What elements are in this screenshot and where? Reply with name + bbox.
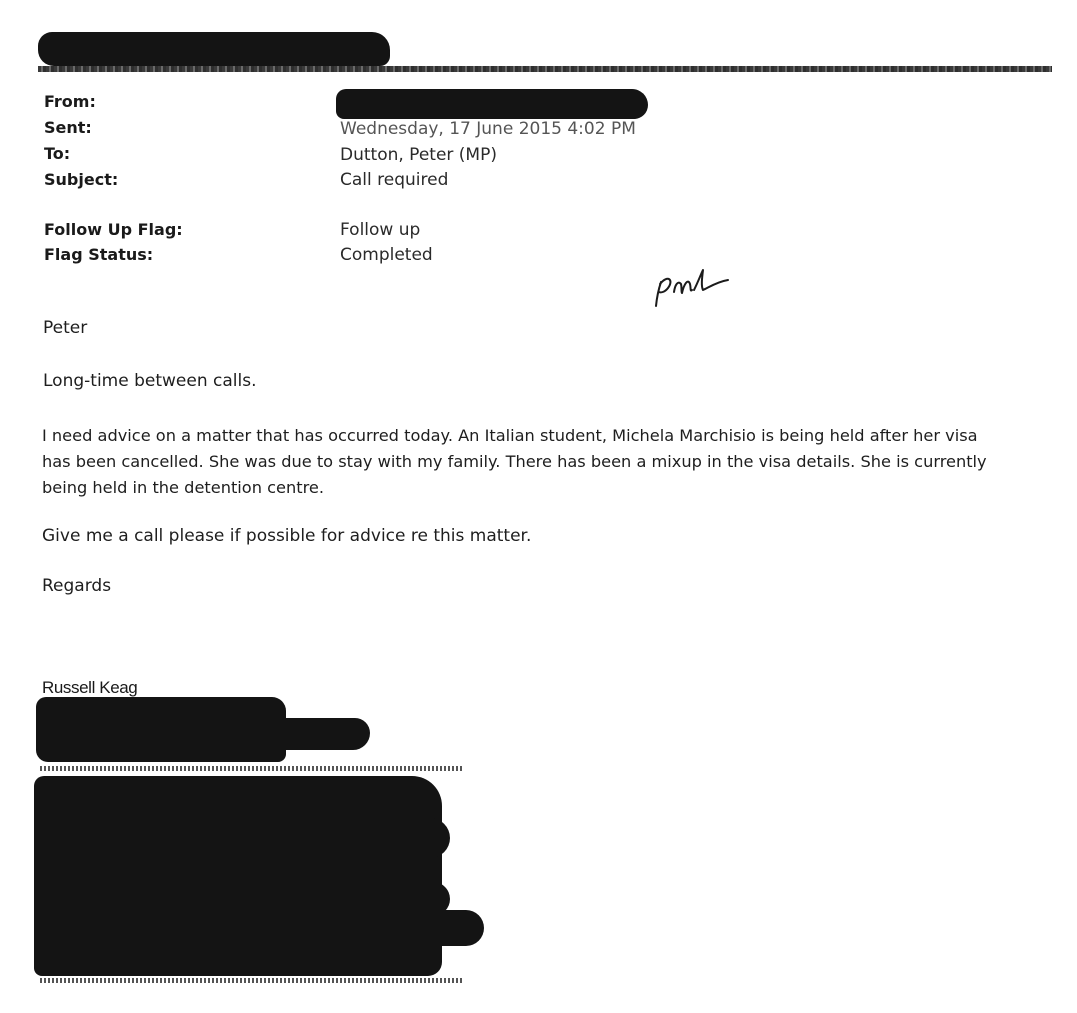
body-paragraph-line-2: has been cancelled. She was due to stay with my family. There has been a mixup in the visa details. She is currently bbox=[42, 452, 987, 471]
body-line-1: Long-time between calls. bbox=[43, 371, 257, 391]
redaction-from-value bbox=[336, 89, 648, 119]
subject-value: Call required bbox=[340, 170, 449, 190]
redaction-signature-block bbox=[36, 697, 286, 762]
redaction-signature-tail bbox=[270, 718, 370, 750]
header-divider bbox=[38, 66, 1052, 72]
follow-up-flag-label: Follow Up Flag: bbox=[44, 220, 183, 239]
closing: Regards bbox=[42, 576, 112, 596]
separator-top bbox=[40, 766, 462, 771]
follow-up-flag-value: Follow up bbox=[340, 220, 421, 240]
to-label: To: bbox=[44, 144, 71, 163]
body-paragraph-line-1: I need advice on a matter that has occurred today. An Italian student, Michela Marchisio is being held after her visa bbox=[42, 426, 978, 445]
handwritten-initials bbox=[648, 266, 738, 312]
redaction-disclaimer-tab-3 bbox=[420, 910, 484, 946]
body-paragraph-line-3: being held in the detention centre. bbox=[42, 478, 324, 497]
redaction-title bbox=[38, 32, 390, 66]
greeting: Peter bbox=[43, 318, 88, 338]
flag-status-value: Completed bbox=[340, 245, 433, 265]
from-label: From: bbox=[44, 92, 96, 111]
body-request: Give me a call please if possible for advice re this matter. bbox=[42, 526, 532, 546]
separator-bottom bbox=[40, 978, 462, 983]
redaction-disclaimer-tab-1 bbox=[400, 818, 450, 858]
subject-label: Subject: bbox=[44, 170, 119, 189]
flag-status-label: Flag Status: bbox=[44, 245, 154, 264]
redaction-disclaimer bbox=[34, 776, 442, 976]
sent-label: Sent: bbox=[44, 118, 92, 137]
sent-value: Wednesday, 17 June 2015 4:02 PM bbox=[340, 119, 636, 139]
to-value: Dutton, Peter (MP) bbox=[340, 145, 497, 165]
signature-name: Russell Keag bbox=[42, 678, 138, 697]
